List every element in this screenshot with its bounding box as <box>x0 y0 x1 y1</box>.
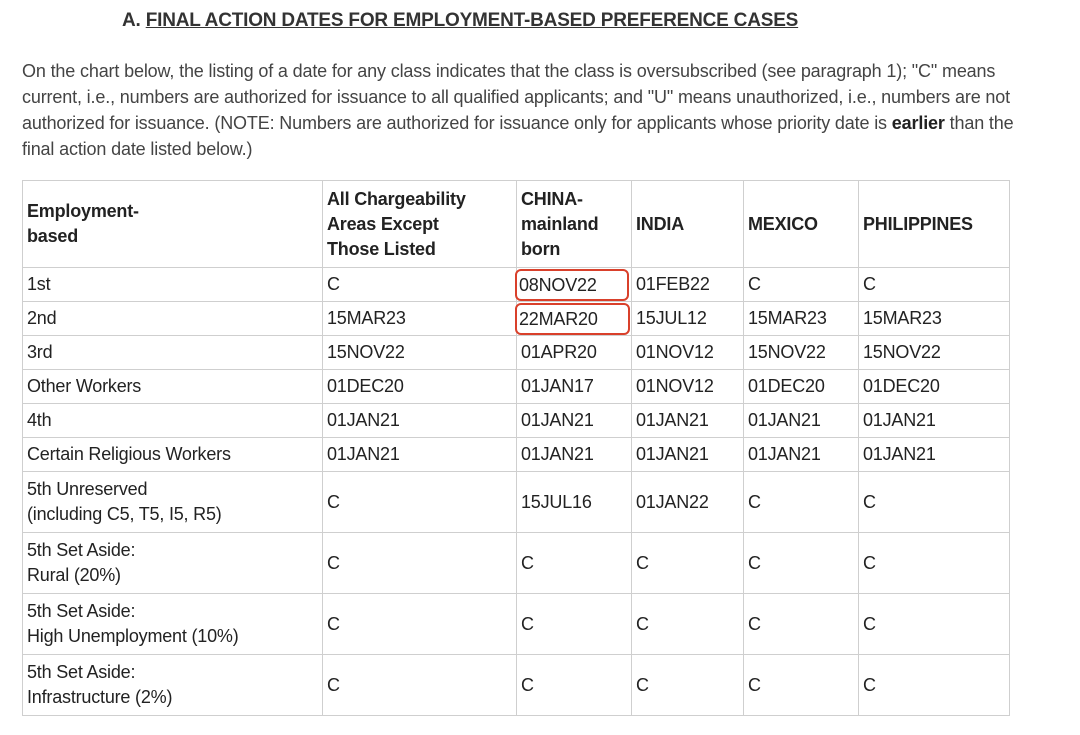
highlighted-date: 08NOV22 <box>515 269 629 301</box>
date-cell <box>323 655 517 716</box>
date-value: 01NOV12 <box>636 376 714 396</box>
category-label: 4th <box>27 410 52 430</box>
date-cell <box>744 370 859 404</box>
table-row <box>23 533 1010 594</box>
category-cell <box>23 472 323 533</box>
date-cell <box>517 404 632 438</box>
intro-paragraph <box>22 58 1032 162</box>
date-value: C <box>748 491 761 512</box>
category-label: Infrastructure (2%) <box>27 687 173 707</box>
date-value: 01JAN17 <box>521 376 594 396</box>
date-value: C <box>748 613 761 634</box>
date-value: 15JUL12 <box>636 308 707 328</box>
header-line: All Chargeability <box>327 188 466 209</box>
date-cell <box>517 336 632 370</box>
date-value: 15MAR23 <box>863 308 942 328</box>
date-cell <box>859 438 1010 472</box>
date-cell <box>859 472 1010 533</box>
date-value: 01JAN21 <box>521 444 594 464</box>
category-cell <box>23 594 323 655</box>
date-value: 01FEB22 <box>636 274 710 294</box>
date-value: 01JAN21 <box>521 410 594 430</box>
category-label: 5th Set Aside: <box>27 662 136 682</box>
date-value: C <box>863 674 876 695</box>
date-value: 01JAN21 <box>748 410 821 430</box>
date-cell <box>859 336 1010 370</box>
date-value: 01DEC20 <box>748 376 825 396</box>
all-chargeability-header <box>323 181 517 268</box>
date-cell <box>323 472 517 533</box>
date-cell <box>323 533 517 594</box>
category-label: 5th Unreserved <box>27 479 148 499</box>
header-line: MEXICO <box>748 213 818 234</box>
category-label: 2nd <box>27 308 57 328</box>
date-cell <box>323 404 517 438</box>
table-row <box>23 404 1010 438</box>
category-cell <box>23 533 323 594</box>
date-cell <box>744 336 859 370</box>
header-line: PHILIPPINES <box>863 213 973 234</box>
date-cell <box>517 655 632 716</box>
date-cell <box>744 594 859 655</box>
date-value: C <box>863 613 876 634</box>
category-label: 5th Set Aside: <box>27 540 136 560</box>
category-cell <box>23 404 323 438</box>
india-header <box>632 181 744 268</box>
date-value: 01JAN21 <box>327 410 400 430</box>
date-value: 01JAN21 <box>327 444 400 464</box>
category-label: Rural (20%) <box>27 565 121 585</box>
section-prefix: A. <box>122 10 141 31</box>
header-line: Those Listed <box>327 238 436 259</box>
date-cell <box>632 438 744 472</box>
category-label: High Unemployment (10%) <box>27 626 239 646</box>
date-cell <box>744 404 859 438</box>
date-cell <box>323 594 517 655</box>
date-cell <box>632 268 744 302</box>
china-header <box>517 181 632 268</box>
date-value: 01NOV12 <box>636 342 714 362</box>
category-label: Other Workers <box>27 376 142 396</box>
date-value: 15NOV22 <box>748 342 826 362</box>
category-label: 3rd <box>27 342 53 362</box>
date-cell <box>744 655 859 716</box>
employment-based-header <box>23 181 323 268</box>
table-header <box>23 181 1010 268</box>
date-cell <box>323 336 517 370</box>
date-value: 01JAN21 <box>636 410 709 430</box>
table-row <box>23 268 1010 302</box>
header-line: mainland <box>521 213 599 234</box>
date-value: 15JUL16 <box>521 491 592 512</box>
date-value: 01DEC20 <box>863 376 940 396</box>
date-value: C <box>636 552 649 573</box>
category-label: 1st <box>27 274 51 294</box>
category-cell <box>23 655 323 716</box>
date-value: 01JAN21 <box>863 410 936 430</box>
date-value: 01APR20 <box>521 342 597 362</box>
date-value: C <box>327 274 340 294</box>
category-label: (including C5, T5, I5, R5) <box>27 504 222 524</box>
date-value: 15NOV22 <box>863 342 941 362</box>
date-value: C <box>636 674 649 695</box>
mexico-header <box>744 181 859 268</box>
date-cell <box>323 438 517 472</box>
table-row <box>23 370 1010 404</box>
date-value: C <box>636 613 649 634</box>
date-cell <box>744 533 859 594</box>
category-cell <box>23 302 323 336</box>
date-cell <box>323 302 517 336</box>
date-value: 01JAN21 <box>636 444 709 464</box>
table-row <box>23 655 1010 716</box>
date-value: C <box>863 491 876 512</box>
date-value: C <box>327 613 340 634</box>
date-cell <box>323 370 517 404</box>
date-cell <box>632 404 744 438</box>
table-row <box>23 472 1010 533</box>
date-value: C <box>863 552 876 573</box>
final-action-dates-table <box>22 180 1010 716</box>
date-cell <box>517 472 632 533</box>
category-cell <box>23 268 323 302</box>
date-value: 15MAR23 <box>327 308 406 328</box>
table-body <box>23 268 1010 716</box>
date-value: C <box>327 674 340 695</box>
date-value: C <box>748 674 761 695</box>
category-cell <box>23 370 323 404</box>
date-cell <box>632 594 744 655</box>
date-cell <box>517 594 632 655</box>
header-line: Employment- <box>27 201 139 221</box>
date-value: C <box>748 274 761 294</box>
date-value: 15MAR23 <box>748 308 827 328</box>
section-title: FINAL ACTION DATES FOR EMPLOYMENT-BASED PREFERENCE CASES <box>145 10 799 31</box>
date-value: C <box>863 274 876 294</box>
date-cell <box>323 268 517 302</box>
highlighted-date: 22MAR20 <box>515 303 630 335</box>
date-cell <box>632 655 744 716</box>
date-value: 01DEC20 <box>327 376 404 396</box>
date-cell <box>859 533 1010 594</box>
header-line: CHINA- <box>521 188 583 209</box>
date-value: 01JAN21 <box>748 444 821 464</box>
table-row <box>23 594 1010 655</box>
header-line: born <box>521 238 561 259</box>
date-cell <box>744 302 859 336</box>
intro-text-part2: than the final action date listed below.) <box>22 113 1014 159</box>
date-cell <box>744 268 859 302</box>
date-cell <box>744 472 859 533</box>
header-row <box>23 181 1010 268</box>
date-cell <box>632 533 744 594</box>
header-line: Areas Except <box>327 213 439 234</box>
table-row <box>23 336 1010 370</box>
category-cell <box>23 438 323 472</box>
date-cell <box>859 594 1010 655</box>
date-cell <box>859 302 1010 336</box>
date-cell <box>517 370 632 404</box>
category-cell <box>23 336 323 370</box>
intro-text-bold: earlier <box>891 113 945 133</box>
date-value: C <box>748 552 761 573</box>
date-cell <box>859 370 1010 404</box>
date-value: C <box>327 552 340 573</box>
date-value: C <box>521 674 534 695</box>
section-heading <box>122 10 798 32</box>
date-cell <box>517 302 632 336</box>
intro-text-part1: On the chart below, the listing of a date for any class indicates that the class is oversubscribed (see paragraph 1); "C" means current, i.e., numbers are authorized for issuance to all qualified applicants; and "U" means unauthorized, i.e., numbers are not authorized for issuance. (NOTE: Numbers are authorized for issuance only for applicants whose priority date is <box>22 61 1010 133</box>
date-cell <box>517 533 632 594</box>
date-cell <box>517 268 632 302</box>
date-cell <box>632 302 744 336</box>
philippines-header <box>859 181 1010 268</box>
header-line: based <box>27 226 79 246</box>
date-cell <box>859 404 1010 438</box>
date-cell <box>744 438 859 472</box>
date-cell <box>632 336 744 370</box>
date-cell <box>632 370 744 404</box>
date-value: 01JAN22 <box>636 491 709 512</box>
date-value: 01JAN21 <box>863 444 936 464</box>
category-label: 5th Set Aside: <box>27 601 136 621</box>
table-row <box>23 438 1010 472</box>
date-value: C <box>521 552 534 573</box>
date-value: C <box>327 491 340 512</box>
date-value: C <box>521 613 534 634</box>
date-value: 15NOV22 <box>327 342 405 362</box>
category-label: Certain Religious Workers <box>27 444 231 464</box>
date-cell <box>859 655 1010 716</box>
date-cell <box>859 268 1010 302</box>
table-row <box>23 302 1010 336</box>
date-cell <box>517 438 632 472</box>
header-line: INDIA <box>636 213 684 234</box>
date-cell <box>632 472 744 533</box>
